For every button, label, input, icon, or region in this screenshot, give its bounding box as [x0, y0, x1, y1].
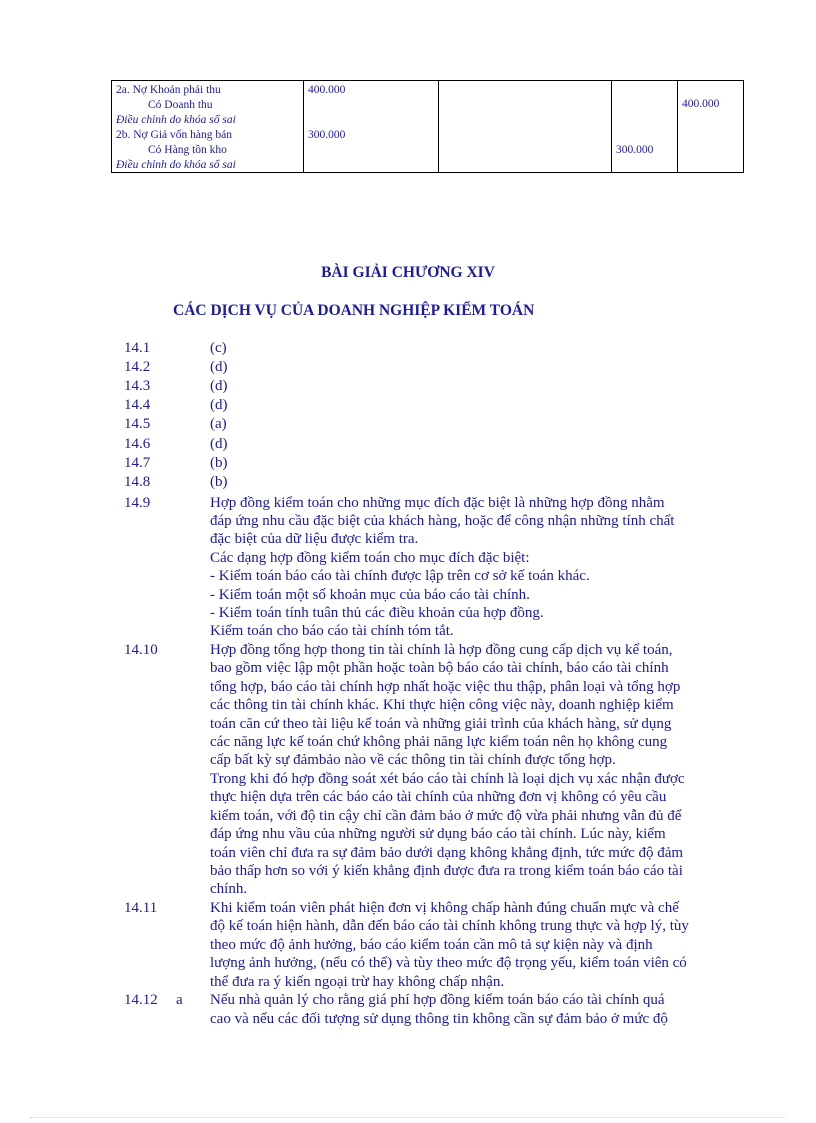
question-number: 14.10 — [124, 642, 158, 658]
entry-b-debit: 2b. Nợ Giá vốn hàng bán — [116, 129, 232, 141]
answer-line: thể đưa ra ý kiến ngoại trừ hay không chấp nhận. — [210, 974, 505, 990]
answer: (d) — [210, 397, 228, 413]
sub-question-letter: a — [176, 992, 183, 1008]
question-number: 14.12 — [124, 992, 158, 1008]
adjusting-entries-table — [111, 80, 744, 173]
answer-line: các năng lực kế toán chứ không phải năng lực kiểm toán nên họ không cung — [210, 734, 668, 750]
answer-line: đáp ứng nhu cầu đặc biệt của khách hàng, hoặc để công nhận những tính chất — [210, 513, 675, 529]
answer-line: - Kiểm toán tính tuân thủ các điều khoản của hợp đồng. — [210, 605, 544, 621]
question-number: 14.6 — [124, 436, 151, 452]
answer-line: đặc biệt của dữ liệu được kiểm tra. — [210, 531, 419, 547]
entry-b-credit: Có Hàng tồn kho — [148, 144, 227, 156]
answer: (c) — [210, 340, 227, 356]
amount-a-credit: 400.000 — [682, 98, 720, 110]
amount-cell — [304, 81, 439, 173]
question-number: 14.11 — [124, 900, 158, 916]
answer-line: toán viên chỉ đưa ra sự đảm bảo dưới dạng không khẳng định, tức mức độ đảm — [210, 845, 684, 861]
answer: (b) — [210, 474, 228, 490]
empty-cell — [439, 81, 612, 173]
answer-line: đáp ứng nhu vầu của những người sử dụng báo cáo tài chính. Lúc này, kiểm — [210, 826, 666, 842]
question-number: 14.4 — [124, 397, 151, 413]
answer: (d) — [210, 359, 228, 375]
answer-line: cấp bất kỳ sự đảmbảo nào về các thông tin tài chính được tổng hợp. — [210, 752, 616, 768]
amount-cell — [678, 81, 744, 173]
amount-a: 400.000 — [308, 84, 346, 96]
entry-b-note: Điều chỉnh do khóa sổ sai — [116, 159, 236, 171]
chapter-title: BÀI GIẢI CHƯƠNG XIV — [321, 264, 495, 281]
answer: (a) — [210, 416, 227, 432]
answer-line: kiểm toán, với độ tin cậy chỉ cần đảm bảo ở mức độ vừa phải nhưng vẫn đủ để — [210, 808, 682, 824]
amount-b: 300.000 — [308, 129, 346, 141]
answer: (b) — [210, 455, 228, 471]
question-number: 14.5 — [124, 416, 151, 432]
entry-a-debit: 2a. Nợ Khoản phải thu — [116, 84, 221, 96]
answer: (d) — [210, 378, 228, 394]
answer-line: Các dạng hợp đồng kiểm toán cho mục đích đặc biệt: — [210, 550, 530, 566]
page-bottom-divider — [30, 1117, 786, 1118]
answer-line: - Kiểm toán một số khoản mục của báo cáo tài chính. — [210, 587, 530, 603]
answer-line: tổng hợp, báo cáo tài chính hợp nhất hoặc việc thu thập, phân loại và tổng hợp — [210, 679, 681, 695]
question-number: 14.3 — [124, 378, 151, 394]
answer-line: lượng ảnh hưởng, (nếu có thể) và tùy theo mức độ trọng yếu, kiểm toán viên có — [210, 955, 687, 971]
answer-line: toán căn cứ theo tài liệu kế toán và những giải trình của khách hàng, sử dụng — [210, 716, 672, 732]
amount-cell — [612, 81, 678, 173]
answer-line: Hợp đồng tổng hợp thong tin tài chính là hợp đồng cung cấp dịch vụ kế toán, — [210, 642, 673, 658]
answer-line: - Kiểm toán báo cáo tài chính được lập trên cơ sở kế toán khác. — [210, 568, 590, 584]
question-number: 14.8 — [124, 474, 151, 490]
amount-b-credit: 300.000 — [616, 144, 654, 156]
answer-line: Kiểm toán cho báo cáo tài chính tóm tắt. — [210, 623, 454, 639]
section-title: CÁC DỊCH VỤ CỦA DOANH NGHIỆP KIỂM TOÁN — [173, 302, 535, 319]
question-number: 14.2 — [124, 359, 151, 375]
answer-line: chính. — [210, 881, 248, 897]
answer-line: theo mức độ ảnh hưởng, báo cáo kiểm toán cần mô tả sự kiện này và định — [210, 937, 653, 953]
answer-line: Hợp đồng kiểm toán cho những mục đích đặc biệt là những hợp đồng nhằm — [210, 495, 665, 511]
question-number: 14.1 — [124, 340, 151, 356]
answer-line: Nếu nhà quản lý cho rằng giá phí hợp đồng kiểm toán báo cáo tài chính quá — [210, 992, 665, 1008]
question-number: 14.7 — [124, 455, 151, 471]
answer-line: thực hiện dựa trên các báo cáo tài chính của những đơn vị không có yêu cầu — [210, 789, 667, 805]
answer-line: các thông tin tài chính khác. Khi thực hiện công việc này, doanh nghiệp kiểm — [210, 697, 674, 713]
answer-line: Khi kiểm toán viên phát hiện đơn vị không chấp hành đúng chuẩn mực và chế — [210, 900, 679, 916]
answer-line: bao gồm việc lập một phần hoặc toàn bộ báo cáo tài chính, báo cáo tài chính — [210, 660, 669, 676]
question-number: 14.9 — [124, 495, 151, 511]
answer: (d) — [210, 436, 228, 452]
entry-description-cell — [112, 81, 304, 173]
table-row — [112, 81, 744, 173]
entry-a-note: Điều chỉnh do khóa sổ sai — [116, 114, 236, 126]
answer-line: Trong khi đó hợp đồng soát xét báo cáo tài chính là loại dịch vụ xác nhận được — [210, 771, 685, 787]
answer-line: cao và nếu các đối tượng sử dụng thông tin không cần sự đảm bảo ở mức độ — [210, 1011, 668, 1027]
answer-line: bảo thấp hơn so với ý kiến khẳng định được đưa ra trong kiểm toán báo cáo tài — [210, 863, 683, 879]
entry-a-credit: Có Doanh thu — [148, 99, 213, 111]
answer-line: độ kế toán hiện hành, dẫn đến báo cáo tài chính không trung thực và hợp lý, tùy — [210, 918, 689, 934]
